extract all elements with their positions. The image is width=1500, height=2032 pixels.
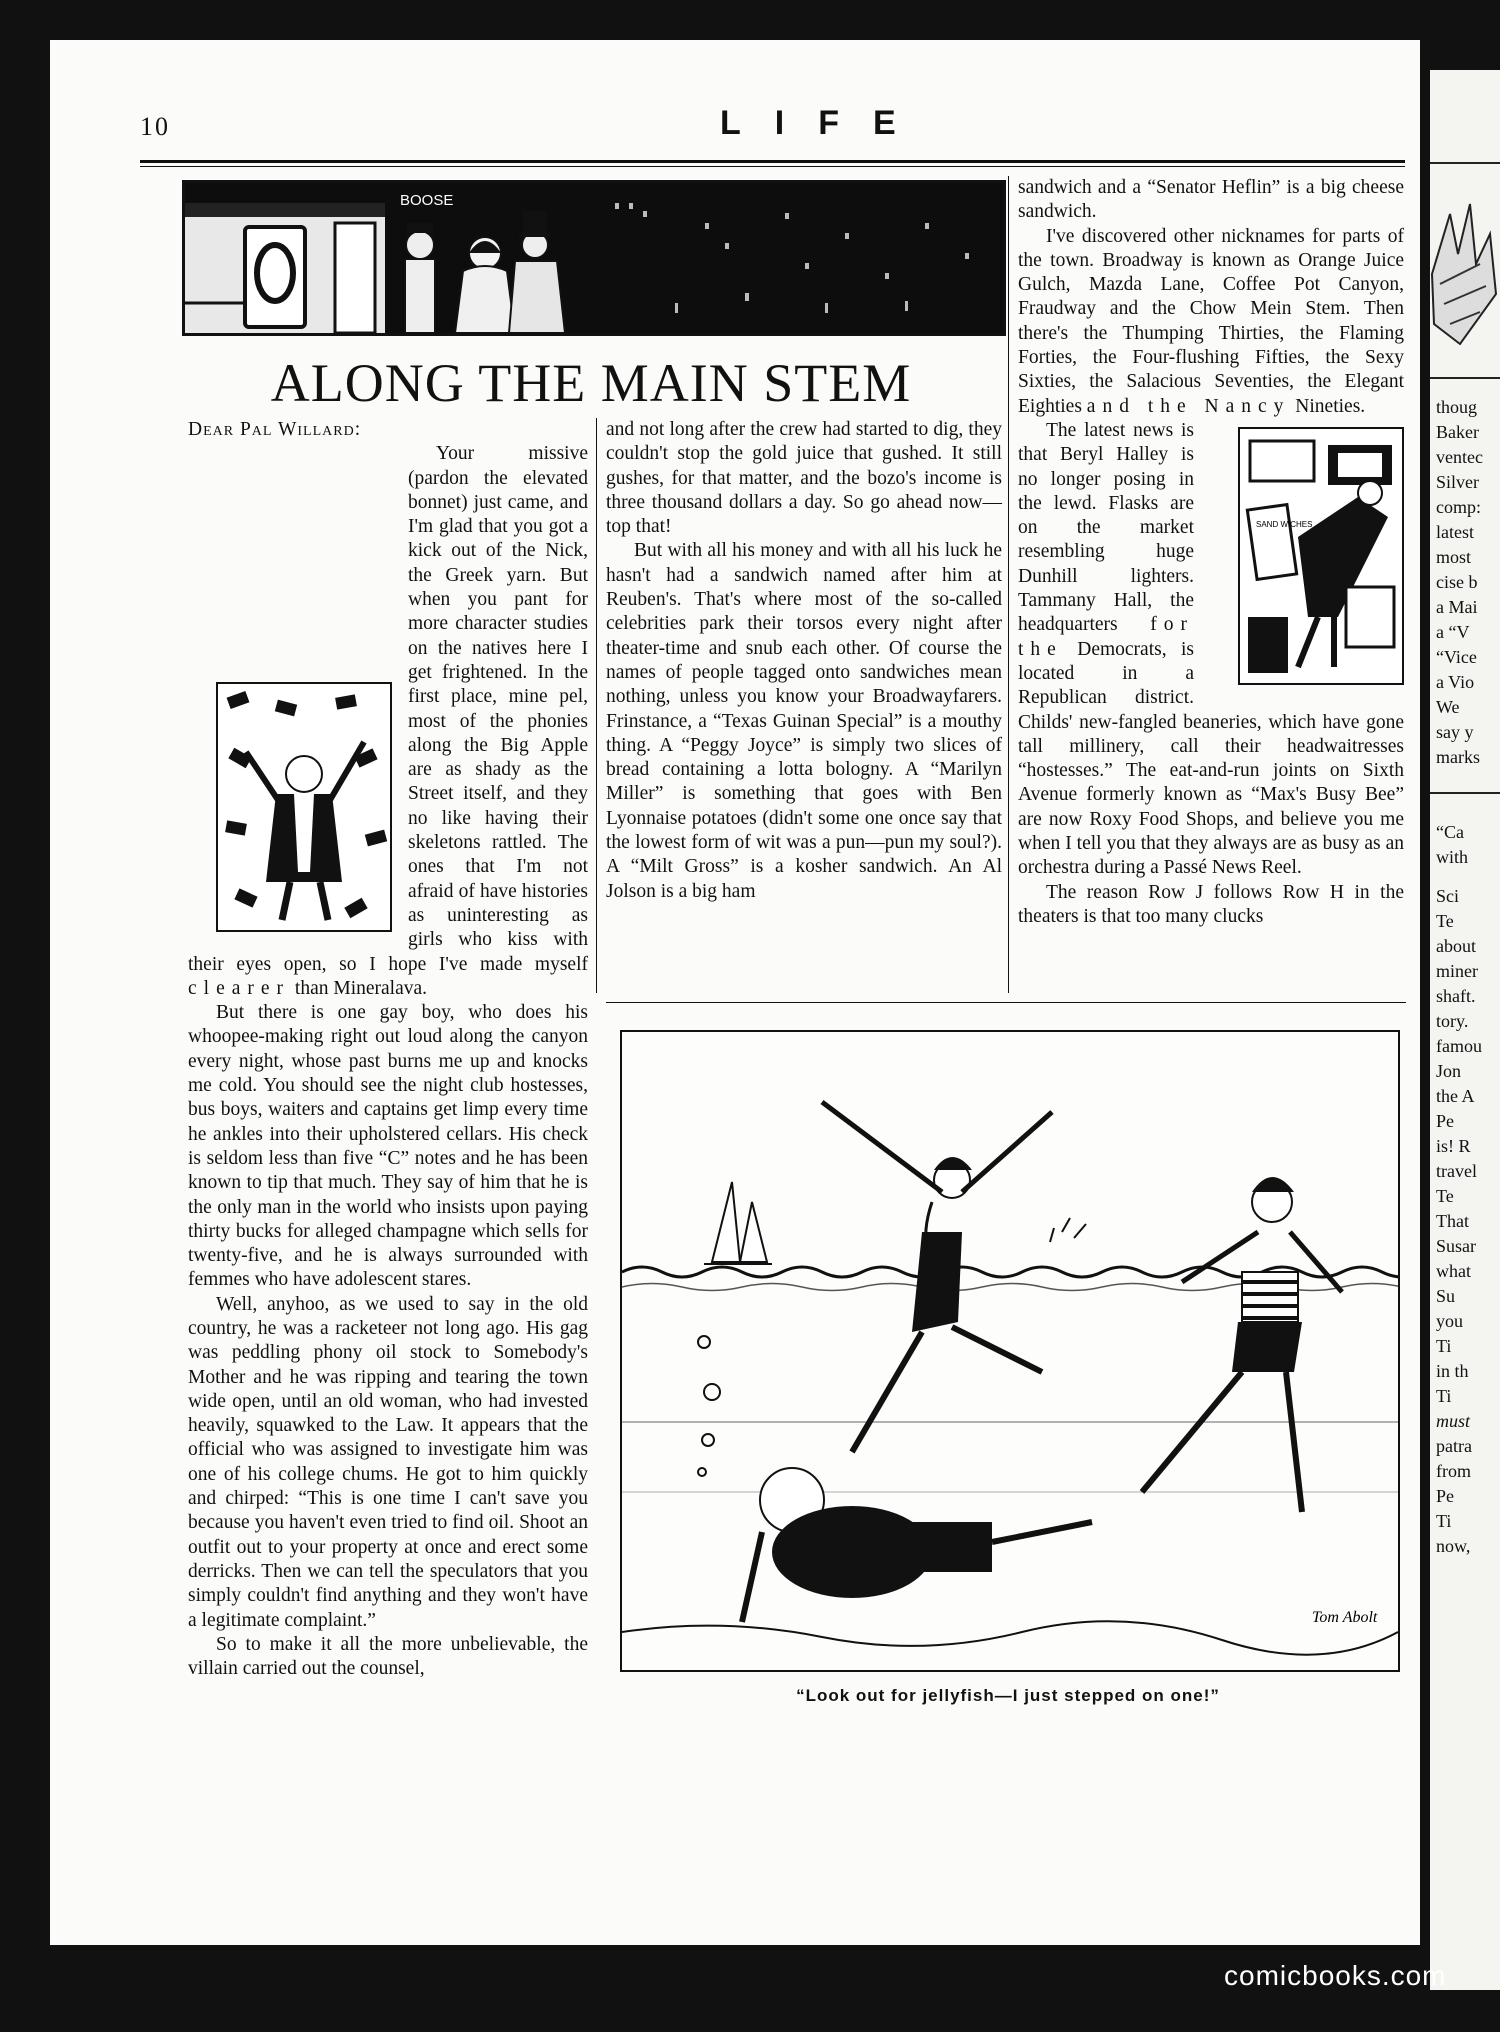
facing-page-illustration <box>1430 174 1500 364</box>
fragment-text: Ti <box>1436 1511 1452 1531</box>
fragment-text: Pe <box>1436 1111 1454 1131</box>
fragment-text: Su <box>1436 1286 1456 1306</box>
fragment-text: “Ca <box>1436 822 1464 842</box>
fragment-text: “Vice <box>1436 647 1477 667</box>
fragment-text: a Vio <box>1436 672 1475 692</box>
fragment-text: the A <box>1436 1086 1475 1106</box>
fragment-text: cise b <box>1436 572 1478 592</box>
divider <box>1430 792 1500 794</box>
fragment-text: Sci <box>1436 886 1460 906</box>
fragment-text: Ti <box>1436 1336 1452 1356</box>
fragment-text: ventec <box>1436 447 1483 467</box>
paragraph: So to make it all the more unbelievable, the villain carried out the counsel, <box>188 1633 588 1680</box>
fragment-text: shaft. <box>1436 986 1476 1006</box>
fragment-text: Susar <box>1436 1236 1476 1256</box>
fragment-text: Pe <box>1436 1486 1454 1506</box>
divider <box>1430 162 1500 164</box>
paragraph-continuation: Democrats, is located in a Republican district. Childs' new-fangled beaneries, which have gone tall millinery, call their headwaitresses “hostesses.” The eat-and-run joints on Sixth Avenue formerly known as “Max's Busy Bee” are now Roxy Food Shops, and believe you me when I tell you that they always are as busy as an orchestra during a Passé News Reel. <box>1018 638 1404 879</box>
header-rule <box>140 160 1405 163</box>
fragment-text: patra <box>1436 1436 1472 1456</box>
fragment-text: travel <box>1436 1161 1477 1181</box>
fragment-text: you <box>1436 1311 1463 1331</box>
fragment-text: latest <box>1436 522 1474 542</box>
article-headline: ALONG THE MAIN STEM <box>270 353 912 413</box>
paragraph: The latest news is that Beryl Halley is no longer posing in the lewd. Flasks are on the market resembling huge Dunhill lighters. Tammany Hall, the headquarters <box>1018 419 1194 636</box>
artist-signature: Tom Abolt <box>1312 1609 1378 1626</box>
fragment-text: most <box>1436 547 1472 567</box>
header-rule-thin <box>140 166 1405 167</box>
article-column-1 <box>188 418 588 1681</box>
fragment-text: what <box>1436 1261 1471 1281</box>
page-number: 10 <box>140 112 170 141</box>
paragraph-continuation: than Mineralava. <box>294 977 428 999</box>
divider <box>1430 377 1500 379</box>
fragment-text: from <box>1436 1461 1471 1481</box>
fragment-text: Jon <box>1436 1061 1462 1081</box>
fragment-text: now, <box>1436 1536 1471 1556</box>
fragment-text: about <box>1436 936 1476 956</box>
fragment-text: Te <box>1436 1186 1454 1206</box>
fragment-text: in th <box>1436 1361 1469 1381</box>
fragment-text: marks <box>1436 747 1480 767</box>
sandwich-man-illustration <box>1210 427 1404 692</box>
column-rule <box>1008 176 1009 993</box>
paragraph: But with all his money and with all his luck he hasn't had a sandwich named after him at Reuben's. That's where most of the so-called celebrities park their torsos every night after theater-time and snub each other. Of course the names of people tagged onto sandwiches mean nothing, unless you know your Broadwayfarers. Frinstance, a “Texas Guinan Special” is a mouthy thing. A “Peggy Joyce” is simply two slices of bread containing a lotta bologny. A “Marilyn Miller” is something that goes with Ben Lyonnaise potatoes (didn't some one once say that the lowest form of wit was a pun—pun my soul?). A “Milt Gross” is a kosher sandwich. An Al Jolson is a big ham <box>606 540 1002 902</box>
paragraph: Your missive (pardon the elevated bonnet) just came, and I'm glad that you got a kick out of the Nick, the Greek yarn. But when you pant for more character studies on the natives here I get frightened. In the first place, mine pel, most of the phonies along the Big Apple are as shady as the Street itself, and they no like having their skeletons rattled. The ones that I'm not afraid of have histories as uninteresting as girls who kiss with their eyes open, so I hope I've made myself <box>188 443 588 975</box>
fragment-text: with <box>1436 847 1469 867</box>
facing-page-strip <box>1430 70 1500 1990</box>
fragment-text: Te <box>1436 911 1454 931</box>
fragment-text: famou <box>1436 1036 1482 1056</box>
spaced-word: clearer <box>188 977 291 999</box>
fragment-text: thoug <box>1436 397 1478 417</box>
paragraph: The reason Row J follows Row H in the theaters is that too many clucks <box>1018 881 1404 927</box>
paragraph: But there is one gay boy, who does his whoopee-making right out loud along the canyon every night, whose past burns me up and knocks me cold. You should see the night club hostesses, bus boys, waiters and captains get limp every time he ankles into their upholstered cellars. His check is seldom less than five “C” notes and he has been known to tip that much. They say of him that he is the only man in the world who insists upon paying thirty bucks for alleged champagne which sells for twenty-five, and he is always surrounded with femmes who have adolescent stares. <box>188 1002 588 1291</box>
salutation: Dear Pal Willard: <box>188 419 362 440</box>
cartoon-caption: “Look out for jellyfish—I just stepped on one!” <box>796 1686 1220 1705</box>
sign-text: BOOSE <box>400 192 454 209</box>
fragment-text: miner <box>1436 961 1478 981</box>
paragraph: and not long after the crew had started to dig, they couldn't stop the gold juice that gushed. It still gushes, for that matter, and the bozo's income is three thousand dollars a day. So go ahead now—top that! <box>606 419 1002 538</box>
article-column-2 <box>606 418 1002 904</box>
source-watermark: comicbooks.com <box>1224 1960 1447 1991</box>
fragment-text: comp: <box>1436 497 1481 517</box>
fragment-text: Baker <box>1436 422 1479 442</box>
paragraph-continuation: Nineties. <box>1295 395 1366 417</box>
spaced-phrase: for the <box>1018 614 1194 660</box>
header-illustration <box>182 180 1006 336</box>
fragment-text: say y <box>1436 722 1474 742</box>
paragraph: sandwich and a “Senator Heflin” is a big cheese sandwich. <box>1018 177 1404 223</box>
fragment-text: a Mai <box>1436 597 1478 617</box>
paragraph: Well, anyhoo, as we used to say in the old country, he was a racketeer not long ago. His gag was peddling phony oil stock to Somebody's Mother and he was ripping and tearing the town wide open, until an old woman, who had invested heavily, squawked to the Law. It appears that the official who was assigned to investigate him was one of his college chums. He got to him quickly and chirped: “This is one time I can't save you because you haven't even tried to find oil. Shoot an outfit out to your property at once and erect some derricks. Then we can tell the speculators that you simply couldn't find anything and they won't have a legitimate complaint.” <box>188 1293 588 1631</box>
sandwich-sign-text: SAND WICHES <box>1256 519 1313 529</box>
spaced-phrase: and the Nancy <box>1086 395 1291 417</box>
fragment-text: That <box>1436 1211 1469 1231</box>
money-illustration <box>188 682 392 939</box>
column-rule <box>596 418 597 993</box>
paragraph: I've discovered other nicknames for parts of the town. Broadway is known as Orange Juice Gulch, Mazda Lane, Coffee Pot Canyon, Fraudway and the Chow Mein Stem. Then there's the Thumping Thirties, the Flaming Forties, the Four-flushing Fifties, the Sexy Sixties, the Salacious Seventies, the Elegant Eighties <box>1018 225 1404 417</box>
fragment-text: We <box>1436 697 1460 717</box>
cartoon-illustration <box>620 1030 1400 1672</box>
fragment-text: is! R <box>1436 1136 1471 1156</box>
fragment-text: a “V <box>1436 622 1470 642</box>
article-column-3 <box>1018 176 1404 929</box>
fragment-text: tory. <box>1436 1011 1469 1031</box>
fragment-text: Ti <box>1436 1386 1452 1406</box>
section-rule <box>606 1002 1406 1003</box>
fragment-text: Silver <box>1436 472 1479 492</box>
fragment-text: must <box>1436 1411 1471 1431</box>
magazine-masthead: LIFE <box>720 104 930 142</box>
